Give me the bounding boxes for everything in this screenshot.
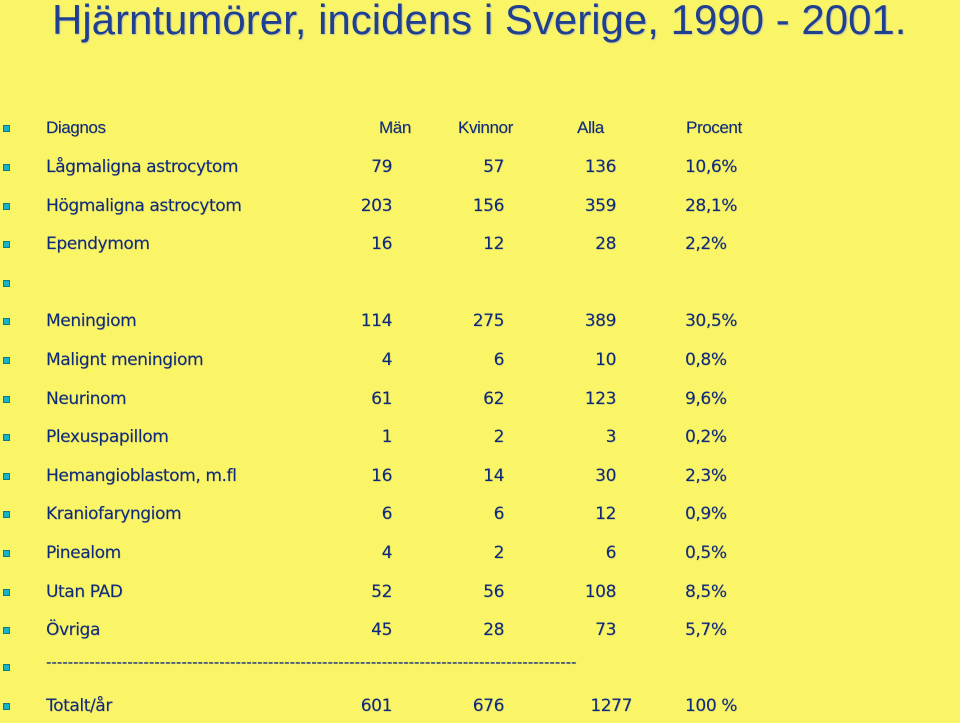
cell-man: 79: [371, 157, 392, 177]
header-row: [0, 116, 960, 142]
cell-diagnos: Kraniofaryngiom: [46, 504, 182, 525]
cell-procent: 10,6%: [685, 157, 738, 177]
cell-alla: 28: [595, 234, 616, 255]
cell-diagnos: Övriga: [46, 620, 100, 641]
table-row: [0, 541, 960, 567]
cell-man: 4: [381, 543, 392, 563]
table-row: [0, 387, 960, 413]
bullet-icon: [3, 664, 10, 671]
bullet-icon: [3, 241, 10, 248]
total-row: [0, 694, 960, 720]
table-row: [0, 155, 960, 181]
bullet-icon: [3, 280, 10, 287]
cell-alla: 10: [595, 350, 616, 370]
cell-kvinnor: 2: [493, 543, 504, 563]
table-row: [0, 502, 960, 528]
table-row: [0, 618, 960, 644]
table-row: [0, 194, 960, 220]
cell-diagnos: Hemangioblastom, m.fl: [46, 465, 237, 486]
cell-procent: 0,9%: [685, 504, 727, 525]
total-man: 601: [360, 696, 392, 716]
bullet-icon: [3, 434, 10, 441]
cell-diagnos: Pinealom: [46, 543, 121, 563]
bullet-icon: [3, 357, 10, 364]
cell-man: 16: [371, 465, 392, 486]
bullet-icon: [3, 511, 10, 518]
cell-kvinnor: 156: [472, 195, 504, 216]
cell-procent: 9,6%: [685, 388, 727, 409]
bullet-icon: [3, 589, 10, 596]
bullet-icon: [3, 164, 10, 171]
cell-diagnos: Högmaligna astrocytom: [46, 195, 242, 216]
cell-alla: 108: [584, 581, 616, 602]
table-row: [0, 232, 960, 258]
cell-man: 52: [371, 581, 392, 602]
page-title: Hjärntumörer, incidens i Sverige, 1990 - 2001.: [52, 0, 907, 43]
cell-kvinnor: 6: [493, 504, 504, 525]
bullet-icon: [3, 627, 10, 634]
total-label: Totalt/år: [46, 696, 112, 716]
separator-line: --------------------------------------------------------------------------------------------------: [46, 653, 577, 671]
cell-man: 16: [371, 234, 392, 255]
cell-diagnos: Neurinom: [46, 388, 127, 409]
bullet-icon: [3, 318, 10, 325]
cell-man: 203: [360, 195, 392, 216]
bullet-icon: [3, 203, 10, 210]
cell-alla: 3: [605, 427, 616, 448]
cell-procent: 2,3%: [685, 465, 727, 486]
cell-kvinnor: 56: [483, 581, 504, 602]
cell-diagnos: Meningiom: [46, 311, 137, 332]
cell-alla: 123: [584, 388, 616, 409]
total-alla: 1277: [590, 696, 632, 716]
separator-row: [0, 655, 960, 681]
table-row: [0, 580, 960, 606]
cell-alla: 30: [595, 465, 616, 486]
cell-procent: 5,7%: [685, 620, 727, 641]
cell-kvinnor: 6: [493, 350, 504, 370]
bullet-icon: [3, 703, 10, 710]
cell-alla: 73: [595, 620, 616, 641]
total-procent: 100 %: [685, 696, 738, 716]
cell-man: 4: [381, 350, 392, 370]
table-row: [0, 309, 960, 335]
cell-man: 114: [360, 311, 392, 332]
cell-kvinnor: 12: [483, 234, 504, 255]
header-procent: Procent: [686, 118, 742, 137]
cell-kvinnor: 28: [483, 620, 504, 641]
cell-diagnos: Utan PAD: [46, 581, 123, 602]
cell-procent: 8,5%: [685, 581, 727, 602]
cell-alla: 136: [584, 157, 616, 177]
table-row: [0, 425, 960, 451]
bullet-icon: [3, 125, 10, 132]
cell-procent: 2,2%: [685, 234, 727, 255]
cell-man: 6: [381, 504, 392, 525]
bullet-icon: [3, 473, 10, 480]
cell-man: 1: [381, 427, 392, 448]
table-row: [0, 348, 960, 374]
cell-procent: 0,5%: [685, 543, 727, 563]
cell-procent: 0,8%: [685, 350, 727, 370]
cell-diagnos: Malignt meningiom: [46, 350, 204, 370]
cell-diagnos: Lågmaligna astrocytom: [46, 157, 239, 177]
cell-procent: 0,2%: [685, 427, 727, 448]
header-kvinnor: Kvinnor: [458, 118, 513, 137]
cell-procent: 30,5%: [685, 311, 738, 332]
cell-kvinnor: 62: [483, 388, 504, 409]
cell-alla: 359: [584, 195, 616, 216]
table-row: [0, 464, 960, 490]
cell-alla: 12: [595, 504, 616, 525]
cell-kvinnor: 57: [483, 157, 504, 177]
cell-kvinnor: 14: [483, 465, 504, 486]
cell-diagnos: Plexuspapillom: [46, 427, 169, 448]
cell-procent: 28,1%: [685, 195, 738, 216]
cell-alla: 389: [584, 311, 616, 332]
bullet-icon: [3, 550, 10, 557]
cell-diagnos: Ependymom: [46, 234, 150, 255]
table-row: [0, 271, 960, 297]
cell-kvinnor: 275: [472, 311, 504, 332]
header-man: Män: [379, 118, 411, 137]
total-kvinnor: 676: [472, 696, 504, 716]
header-diagnos: Diagnos: [46, 118, 106, 137]
cell-man: 61: [371, 388, 392, 409]
header-alla: Alla: [577, 118, 604, 137]
cell-kvinnor: 2: [493, 427, 504, 448]
cell-alla: 6: [605, 543, 616, 563]
bullet-icon: [3, 396, 10, 403]
cell-man: 45: [371, 620, 392, 641]
